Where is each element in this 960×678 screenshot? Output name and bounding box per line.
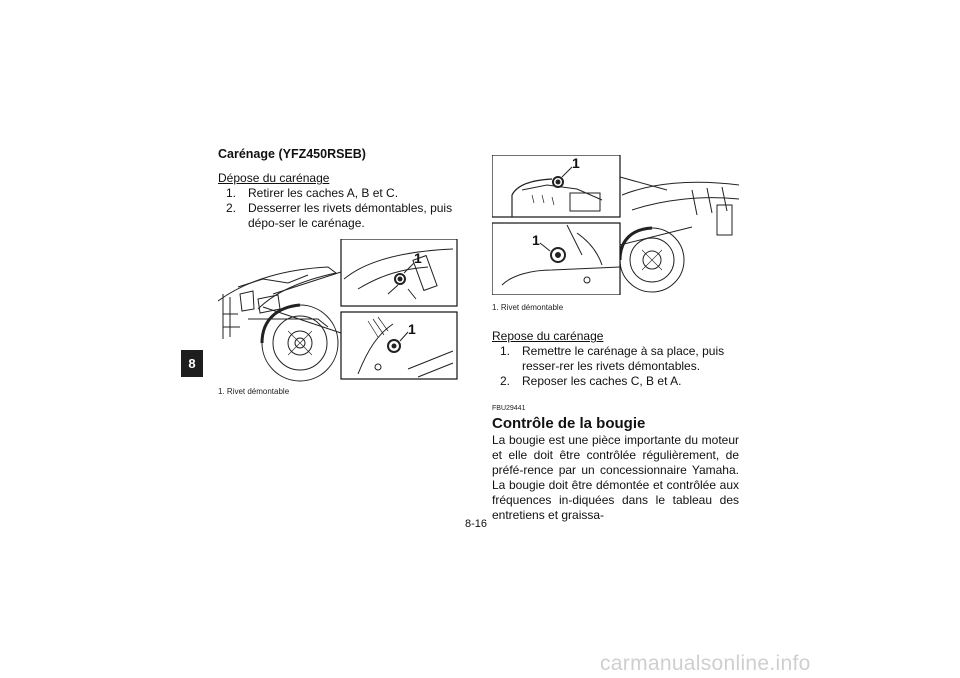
upper-inset (341, 239, 457, 306)
list-item (226, 186, 463, 201)
list-item (226, 201, 463, 231)
spark-plug-heading: Contrôle de la bougie (492, 415, 646, 432)
callout-1: 1 (532, 232, 540, 248)
upper-inset (492, 155, 620, 217)
step-text: Remettre le carénage à sa place, puis resser-rer les rivets démontables. (522, 344, 725, 373)
list-item (500, 374, 739, 389)
callout-1: 1 (572, 155, 580, 171)
figure-fairing-removal (218, 239, 463, 384)
step-number: 1. (226, 186, 237, 200)
removal-subheading: Dépose du carénage (218, 171, 330, 185)
callout-1: 1 (408, 321, 416, 337)
step-number: 1. (500, 344, 511, 358)
spark-plug-paragraph: La bougie est une pièce importante du moteur et elle doit être contrôlée régulièrement, de préfé-rence par un concessionnaire Yamaha. La bougie doit être démontée et contrôlée aux fréquences in-diquées dans le tableau des entretiens et graissa- (492, 433, 739, 522)
installation-subheading: Repose du carénage (492, 329, 604, 343)
left-column (218, 147, 463, 399)
page-number: 8-16 (465, 518, 488, 530)
step-text: Retirer les caches A, B et C. (248, 186, 399, 200)
rivet-illustration (492, 155, 739, 295)
callout-1: 1 (414, 250, 422, 266)
removal-steps (218, 186, 463, 231)
step-number: 2. (226, 201, 237, 215)
installation-steps (492, 344, 739, 389)
section-title: Carénage (YFZ450RSEB) (218, 147, 366, 161)
fairing-illustration (218, 239, 463, 384)
lower-inset (341, 312, 457, 379)
figure-caption: 1. Rivet démontable (492, 303, 564, 312)
right-column (492, 155, 739, 523)
chapter-tab: 8 (181, 350, 203, 377)
figure-caption: 1. Rivet démontable (218, 387, 290, 396)
list-item (500, 344, 739, 374)
step-text: Desserrer les rivets démontables, puis dépo-ser le carénage. (248, 201, 453, 230)
watermark: carmanualsonline.info (600, 652, 811, 675)
step-text: Reposer les caches C, B et A. (522, 374, 682, 388)
figure-fairing-rivets (492, 155, 739, 295)
lower-inset (492, 223, 620, 295)
step-number: 2. (500, 374, 511, 388)
reference-code: FBU29441 (492, 405, 526, 412)
